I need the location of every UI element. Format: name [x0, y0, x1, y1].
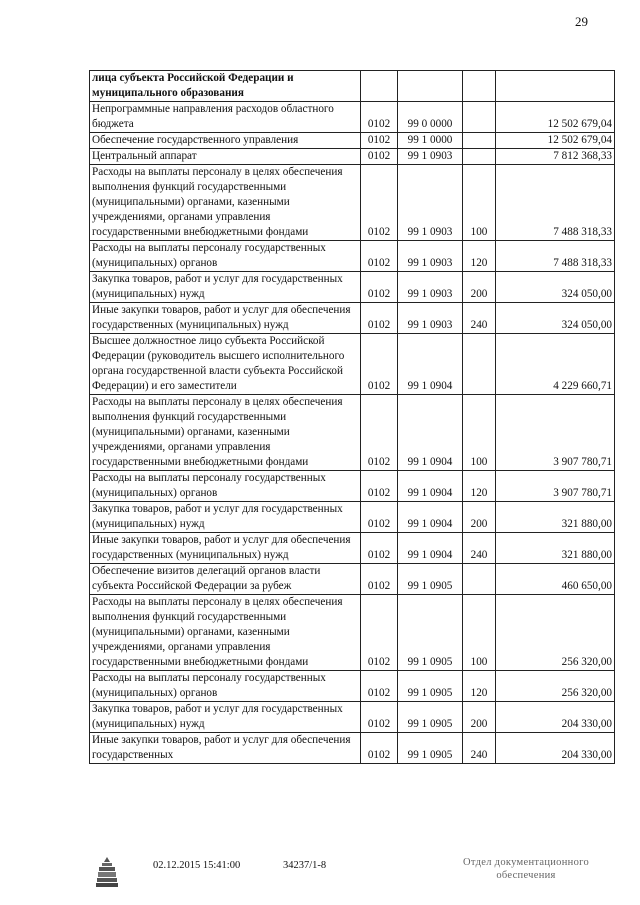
row-name-cell: Расходы на выплаты персоналу в целях обеспечения выполнения функций государственными (муниципальными) органами, казенными учреждениями, органами управления государственными внебюджетными фондами [90, 395, 361, 471]
row-csr-cell: 99 1 0903 [398, 165, 463, 241]
row-csr-cell: 99 1 0905 [398, 671, 463, 702]
row-csr-cell: 99 1 0903 [398, 149, 463, 165]
footer-doc-code: 34237/1-8 [283, 860, 327, 871]
row-name-cell: Расходы на выплаты персоналу государственных (муниципальных) органов [90, 241, 361, 272]
table-row [90, 533, 615, 564]
row-amount-cell: 12 502 679,04 [496, 133, 615, 149]
table-row [90, 502, 615, 533]
row-amount-cell: 321 880,00 [496, 533, 615, 564]
row-vr-cell [463, 71, 496, 102]
row-vr-cell [463, 149, 496, 165]
row-name-cell: Расходы на выплаты персоналу в целях обеспечения выполнения функций государственными (муниципальными) органами, казенными учреждениями, органами управления государственными внебюджетными фондами [90, 165, 361, 241]
row-csr-cell: 99 1 0904 [398, 395, 463, 471]
row-section-cell: 0102 [361, 502, 398, 533]
row-name-cell: Закупка товаров, работ и услуг для государственных (муниципальных) нужд [90, 502, 361, 533]
row-csr-cell: 99 1 0904 [398, 334, 463, 395]
row-vr-cell [463, 564, 496, 595]
table-row [90, 165, 615, 241]
row-section-cell: 0102 [361, 702, 398, 733]
row-section-cell: 0102 [361, 671, 398, 702]
table-row [90, 471, 615, 502]
row-vr-cell [463, 133, 496, 149]
row-vr-cell: 100 [463, 395, 496, 471]
row-name-cell: Расходы на выплаты персоналу государственных (муниципальных) органов [90, 671, 361, 702]
row-section-cell: 0102 [361, 133, 398, 149]
row-csr-cell: 99 1 0904 [398, 471, 463, 502]
row-name-cell: Центральный аппарат [90, 149, 361, 165]
row-section-cell: 0102 [361, 241, 398, 272]
row-name-cell: лица субъекта Российской Федерации и муниципального образования [90, 71, 361, 102]
row-amount-cell: 204 330,00 [496, 702, 615, 733]
row-name-cell: Высшее должностное лицо субъекта Российской Федерации (руководитель высшего исполнительного органа государственной власти субъекта Российской Федерации) и его заместители [90, 334, 361, 395]
row-name-cell: Обеспечение визитов делегаций органов власти субъекта Российской Федерации за рубеж [90, 564, 361, 595]
budget-table-body [90, 71, 615, 764]
row-amount-cell: 7 488 318,33 [496, 241, 615, 272]
row-vr-cell: 100 [463, 595, 496, 671]
row-name-cell: Закупка товаров, работ и услуг для государственных (муниципальных) нужд [90, 702, 361, 733]
row-csr-cell: 99 1 0905 [398, 595, 463, 671]
row-amount-cell: 4 229 660,71 [496, 334, 615, 395]
table-row [90, 595, 615, 671]
row-vr-cell: 120 [463, 671, 496, 702]
row-section-cell: 0102 [361, 102, 398, 133]
row-amount-cell: 12 502 679,04 [496, 102, 615, 133]
table-row [90, 671, 615, 702]
footer-datetime: 02.12.2015 15:41:00 [153, 860, 241, 871]
row-section-cell: 0102 [361, 165, 398, 241]
table-row [90, 272, 615, 303]
row-amount-cell: 324 050,00 [496, 272, 615, 303]
table-row [90, 334, 615, 395]
row-amount-cell: 3 907 780,71 [496, 471, 615, 502]
table-row [90, 564, 615, 595]
row-section-cell: 0102 [361, 533, 398, 564]
row-vr-cell: 200 [463, 702, 496, 733]
row-csr-cell: 99 1 0905 [398, 733, 463, 764]
row-name-cell: Иные закупки товаров, работ и услуг для обеспечения государственных (муниципальных) нужд [90, 303, 361, 334]
row-vr-cell: 240 [463, 303, 496, 334]
row-vr-cell: 120 [463, 241, 496, 272]
page-footer [0, 856, 640, 896]
row-vr-cell: 240 [463, 533, 496, 564]
row-name-cell: Обеспечение государственного управления [90, 133, 361, 149]
row-section-cell: 0102 [361, 733, 398, 764]
row-name-cell: Расходы на выплаты персоналу государственных (муниципальных) органов [90, 471, 361, 502]
row-vr-cell: 120 [463, 471, 496, 502]
row-name-cell: Закупка товаров, работ и услуг для государственных (муниципальных) нужд [90, 272, 361, 303]
row-vr-cell: 100 [463, 165, 496, 241]
row-csr-cell: 99 1 0904 [398, 502, 463, 533]
table-row [90, 71, 615, 102]
row-vr-cell: 240 [463, 733, 496, 764]
row-section-cell: 0102 [361, 149, 398, 165]
table-row [90, 702, 615, 733]
row-section-cell: 0102 [361, 303, 398, 334]
row-amount-cell: 204 330,00 [496, 733, 615, 764]
row-csr-cell: 99 1 0904 [398, 533, 463, 564]
row-amount-cell: 7 812 368,33 [496, 149, 615, 165]
row-amount-cell: 3 907 780,71 [496, 395, 615, 471]
footer-department-line1: Отдел документационного [462, 857, 590, 868]
row-vr-cell [463, 334, 496, 395]
budget-table [89, 70, 615, 764]
row-csr-cell: 99 1 0903 [398, 303, 463, 334]
row-name-cell: Иные закупки товаров, работ и услуг для обеспечения государственных (муниципальных) нужд [90, 533, 361, 564]
row-amount-cell: 321 880,00 [496, 502, 615, 533]
row-section-cell: 0102 [361, 395, 398, 471]
table-row [90, 133, 615, 149]
row-csr-cell: 99 1 0903 [398, 272, 463, 303]
row-name-cell: Расходы на выплаты персоналу в целях обеспечения выполнения функций государственными (муниципальными) органами, казенными учреждениями, органами управления государственными внебюджетными фондами [90, 595, 361, 671]
row-amount-cell: 256 320,00 [496, 671, 615, 702]
row-amount-cell: 460 650,00 [496, 564, 615, 595]
row-csr-cell: 99 1 0000 [398, 133, 463, 149]
row-csr-cell: 99 1 0905 [398, 564, 463, 595]
table-row [90, 303, 615, 334]
stamp-icon [96, 856, 118, 888]
footer-department-line2: обеспечения [496, 870, 556, 881]
footer-department-stamp [446, 856, 606, 882]
row-vr-cell [463, 102, 496, 133]
row-vr-cell: 200 [463, 272, 496, 303]
row-section-cell: 0102 [361, 471, 398, 502]
row-amount-cell: 324 050,00 [496, 303, 615, 334]
row-name-cell: Непрограммные направления расходов областного бюджета [90, 102, 361, 133]
row-csr-cell: 99 1 0903 [398, 241, 463, 272]
table-row [90, 241, 615, 272]
row-section-cell: 0102 [361, 595, 398, 671]
row-amount-cell: 256 320,00 [496, 595, 615, 671]
row-amount-cell: 7 488 318,33 [496, 165, 615, 241]
row-csr-cell: 99 1 0905 [398, 702, 463, 733]
row-section-cell: 0102 [361, 272, 398, 303]
row-csr-cell [398, 71, 463, 102]
row-amount-cell [496, 71, 615, 102]
row-section-cell: 0102 [361, 564, 398, 595]
row-section-cell [361, 71, 398, 102]
row-name-cell: Иные закупки товаров, работ и услуг для обеспечения государственных [90, 733, 361, 764]
page-number: 29 [575, 14, 588, 29]
table-row [90, 733, 615, 764]
table-row [90, 395, 615, 471]
row-csr-cell: 99 0 0000 [398, 102, 463, 133]
table-row [90, 149, 615, 165]
row-section-cell: 0102 [361, 334, 398, 395]
table-row [90, 102, 615, 133]
row-vr-cell: 200 [463, 502, 496, 533]
